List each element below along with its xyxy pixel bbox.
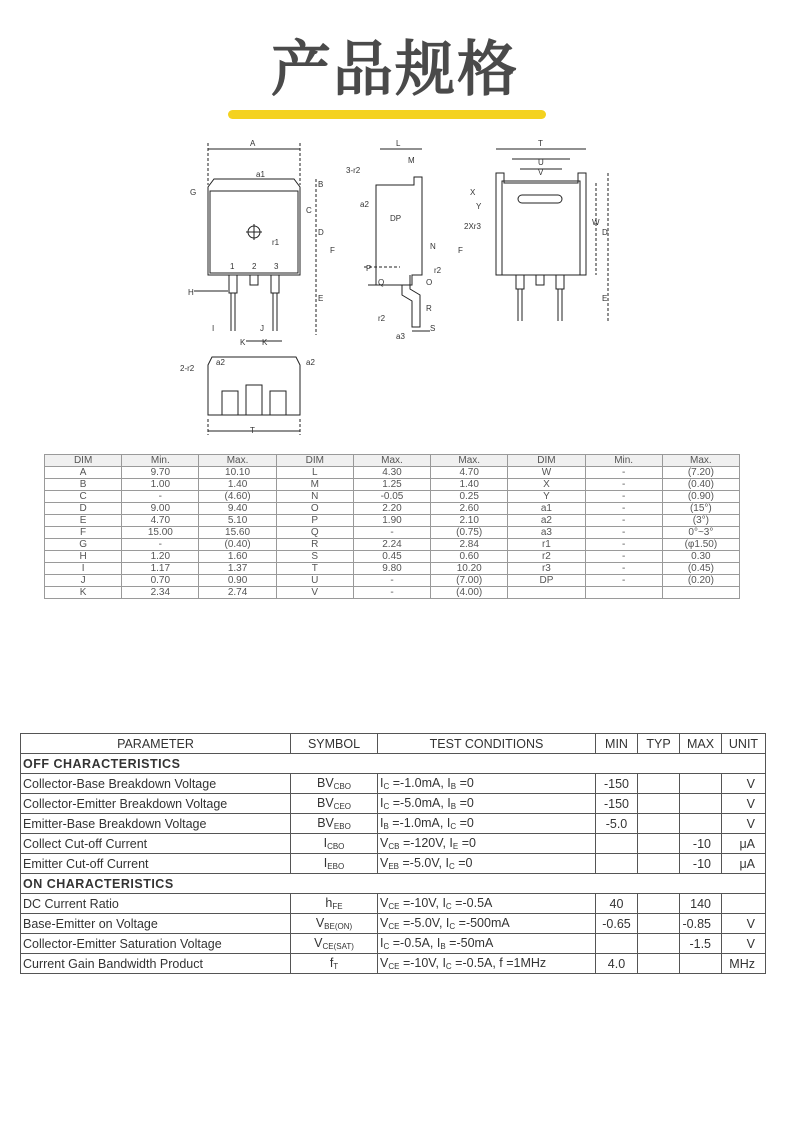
section-title: ON CHARACTERISTICS — [21, 874, 766, 894]
dim-header-cell: DIM — [45, 455, 122, 467]
param-cell-unit: μA — [722, 854, 766, 874]
table-row — [21, 834, 766, 854]
param-header-cell: PARAMETER — [21, 734, 291, 754]
param-cell-typ — [638, 834, 680, 854]
table-row — [21, 854, 766, 874]
dim-cell: 1.40 — [431, 479, 508, 491]
dim-cell: E — [45, 515, 122, 527]
dim-cell: W — [508, 467, 585, 479]
dim-cell: 2.34 — [122, 587, 199, 599]
dim-cell: 2.10 — [431, 515, 508, 527]
dim-cell: 1.60 — [199, 551, 276, 563]
label-2r2: 2-r2 — [180, 364, 195, 373]
label-E-rear: E — [602, 294, 608, 303]
label-r2b: r2 — [378, 314, 386, 323]
param-cell-param: Base-Emitter on Voltage — [21, 914, 291, 934]
param-header-cell: UNIT — [722, 734, 766, 754]
param-cell-min: -5.0 — [596, 814, 638, 834]
dim-header-cell: DIM — [276, 455, 353, 467]
param-cell-sym: $BV_{CEO}$ — [291, 794, 378, 814]
dim-cell: 15.00 — [122, 527, 199, 539]
param-cell-param: DC Current Ratio — [21, 894, 291, 914]
param-cell-param: Collector-Emitter Breakdown Voltage — [21, 794, 291, 814]
dim-cell: - — [585, 575, 662, 587]
param-cell-min — [596, 854, 638, 874]
label-F: F — [330, 246, 335, 255]
dim-cell: (φ1.50) — [662, 539, 739, 551]
param-header-cell: TYP — [638, 734, 680, 754]
param-cell-max: -0.85 — [680, 914, 722, 934]
dim-cell: - — [585, 491, 662, 503]
dim-cell: 0.25 — [431, 491, 508, 503]
dim-header-cell: Max. — [353, 455, 430, 467]
param-cell-max: 140 — [680, 894, 722, 914]
label-S: S — [430, 324, 436, 333]
param-cell-cond: $V_{CE} =-10V$, $I_C =-0.5A$ — [378, 894, 596, 914]
label-a2-side: a2 — [360, 200, 369, 209]
param-cell-max: -10 — [680, 834, 722, 854]
table-row — [45, 527, 740, 539]
label-Y: Y — [476, 202, 482, 211]
dim-cell: - — [585, 467, 662, 479]
dim-cell: 1.90 — [353, 515, 430, 527]
dim-cell: - — [353, 575, 430, 587]
dim-cell: 5.10 — [199, 515, 276, 527]
label-r2a: r2 — [434, 266, 442, 275]
dim-cell: (7.20) — [662, 467, 739, 479]
dim-cell: D — [45, 503, 122, 515]
param-cell-cond: $I_C =-5.0mA$, $I_B =0$ — [378, 794, 596, 814]
dim-cell: 2.24 — [353, 539, 430, 551]
param-cell-min: -150 — [596, 794, 638, 814]
front-view — [194, 143, 316, 341]
table-row — [21, 954, 766, 974]
dim-cell: (0.75) — [431, 527, 508, 539]
table-row — [45, 503, 740, 515]
dim-cell: (3°) — [662, 515, 739, 527]
table-row — [21, 814, 766, 834]
dim-cell: T — [276, 563, 353, 575]
section-row — [21, 754, 766, 774]
param-cell-cond: $V_{CB} =-120V$, $I_E =0$ — [378, 834, 596, 854]
param-cell-param: Emitter Cut-off Current — [21, 854, 291, 874]
dim-cell: C — [45, 491, 122, 503]
table-row — [21, 914, 766, 934]
param-cell-param: Collector-Emitter Saturation Voltage — [21, 934, 291, 954]
label-a1: a1 — [256, 170, 265, 179]
dim-cell: 0.30 — [662, 551, 739, 563]
param-cell-sym: $V_{CE(SAT)}$ — [291, 934, 378, 954]
param-cell-unit: V — [722, 914, 766, 934]
label-W: W — [592, 218, 600, 227]
dim-header-cell: Max. — [199, 455, 276, 467]
label-O: O — [426, 278, 433, 287]
dimension-table-body — [45, 467, 740, 599]
param-cell-typ — [638, 814, 680, 834]
dim-cell: R — [276, 539, 353, 551]
dim-cell: H — [45, 551, 122, 563]
dim-cell: X — [508, 479, 585, 491]
param-cell-min: -150 — [596, 774, 638, 794]
table-row — [45, 515, 740, 527]
dim-cell — [508, 587, 585, 599]
param-cell-min: 4.0 — [596, 954, 638, 974]
param-cell-sym: $BV_{EBO}$ — [291, 814, 378, 834]
param-header-cell: SYMBOL — [291, 734, 378, 754]
dim-header-cell: Min. — [122, 455, 199, 467]
param-cell-typ — [638, 894, 680, 914]
label-X: X — [470, 188, 476, 197]
dim-cell: - — [585, 563, 662, 575]
side-view — [364, 149, 433, 331]
label-a3: a3 — [396, 332, 405, 341]
param-cell-unit: MHz — [722, 954, 766, 974]
dim-cell: 9.40 — [199, 503, 276, 515]
param-cell-max — [680, 954, 722, 974]
dim-header-cell: Max. — [431, 455, 508, 467]
dim-cell: L — [276, 467, 353, 479]
dim-cell: 2.20 — [353, 503, 430, 515]
param-cell-max — [680, 774, 722, 794]
param-cell-typ — [638, 954, 680, 974]
param-cell-param: Collector-Base Breakdown Voltage — [21, 774, 291, 794]
dim-cell: F — [45, 527, 122, 539]
label-D: D — [318, 228, 324, 237]
dim-cell: a3 — [508, 527, 585, 539]
dim-cell: (7.00) — [431, 575, 508, 587]
param-header-cell: MAX — [680, 734, 722, 754]
label-pin3: 3 — [274, 262, 279, 271]
dim-cell: r1 — [508, 539, 585, 551]
dim-cell: B — [45, 479, 122, 491]
dim-cell: - — [122, 539, 199, 551]
param-cell-unit: V — [722, 774, 766, 794]
param-cell-min: -0.65 — [596, 914, 638, 934]
label-K1: K — [240, 338, 246, 347]
table-row — [45, 551, 740, 563]
param-cell-typ — [638, 934, 680, 954]
dim-cell — [662, 587, 739, 599]
dim-cell: - — [353, 527, 430, 539]
dim-cell: (15°) — [662, 503, 739, 515]
dim-cell: 1.25 — [353, 479, 430, 491]
bottom-view — [208, 357, 300, 435]
dim-cell: 1.20 — [122, 551, 199, 563]
dim-cell: 2.74 — [199, 587, 276, 599]
table-row — [45, 575, 740, 587]
param-cell-sym: $I_{EBO}$ — [291, 854, 378, 874]
label-Q: Q — [378, 278, 385, 287]
label-I: I — [212, 324, 215, 333]
param-cell-unit: V — [722, 814, 766, 834]
label-T: T — [538, 139, 543, 148]
dim-cell: r3 — [508, 563, 585, 575]
dim-cell: 1.00 — [122, 479, 199, 491]
dim-cell: 0.90 — [199, 575, 276, 587]
dim-cell: - — [353, 587, 430, 599]
param-cell-cond: $V_{CE} =-10V$, $I_C =-0.5A$, f =1MHz — [378, 954, 596, 974]
label-N: N — [430, 242, 436, 251]
dim-cell: (0.40) — [662, 479, 739, 491]
dim-cell: 4.30 — [353, 467, 430, 479]
label-U: U — [538, 158, 544, 167]
rear-view — [496, 149, 608, 321]
dim-cell: - — [585, 551, 662, 563]
param-cell-unit: V — [722, 794, 766, 814]
dim-cell: 0°~3° — [662, 527, 739, 539]
param-cell-typ — [638, 854, 680, 874]
dim-cell: Y — [508, 491, 585, 503]
dim-header-cell: Min. — [585, 455, 662, 467]
dim-cell: 0.60 — [431, 551, 508, 563]
dim-cell: (4.00) — [431, 587, 508, 599]
label-J: J — [260, 324, 264, 333]
dim-cell: (0.90) — [662, 491, 739, 503]
table-row — [45, 539, 740, 551]
dim-cell: - — [585, 479, 662, 491]
parameter-table-header — [21, 734, 766, 754]
table-row — [21, 934, 766, 954]
table-row — [45, 563, 740, 575]
dim-cell: (4.60) — [199, 491, 276, 503]
dim-cell: 2.84 — [431, 539, 508, 551]
table-row — [21, 894, 766, 914]
dim-cell: J — [45, 575, 122, 587]
label-a2-left: a2 — [216, 358, 225, 367]
label-A: A — [250, 139, 256, 148]
label-L: L — [396, 139, 401, 148]
param-cell-max: -10 — [680, 854, 722, 874]
label-F-rear: F — [458, 246, 463, 255]
label-V: V — [538, 168, 544, 177]
label-H: H — [188, 288, 194, 297]
page-title: 产品规格 — [271, 35, 519, 105]
dim-cell: 0.45 — [353, 551, 430, 563]
dim-cell — [585, 587, 662, 599]
dim-cell: - — [585, 503, 662, 515]
param-cell-typ — [638, 914, 680, 934]
dim-cell: M — [276, 479, 353, 491]
dim-cell: (0.20) — [662, 575, 739, 587]
parameter-table — [20, 733, 766, 974]
param-cell-param: Current Gain Bandwidth Product — [21, 954, 291, 974]
dim-cell: - — [585, 527, 662, 539]
dim-cell: 15.60 — [199, 527, 276, 539]
label-DP: DP — [390, 214, 402, 223]
param-cell-unit — [722, 894, 766, 914]
dim-cell: 10.20 — [431, 563, 508, 575]
label-G: G — [190, 188, 197, 197]
dim-cell: 9.00 — [122, 503, 199, 515]
param-cell-sym: $I_{CBO}$ — [291, 834, 378, 854]
table-row — [21, 774, 766, 794]
label-M: M — [408, 156, 415, 165]
dim-cell: O — [276, 503, 353, 515]
dim-cell: A — [45, 467, 122, 479]
table-row — [21, 794, 766, 814]
param-cell-sym: $f_T$ — [291, 954, 378, 974]
label-K2: K — [262, 338, 268, 347]
param-cell-cond: $V_{CE} =-5.0V$, $I_C =-500mA$ — [378, 914, 596, 934]
param-cell-min — [596, 934, 638, 954]
dim-cell: 10.10 — [199, 467, 276, 479]
label-r1: r1 — [272, 238, 280, 247]
label-2Xr3: 2Xr3 — [464, 222, 481, 231]
param-cell-sym: $BV_{CBO}$ — [291, 774, 378, 794]
dim-cell: I — [45, 563, 122, 575]
dim-cell: a1 — [508, 503, 585, 515]
dim-cell: 2.60 — [431, 503, 508, 515]
label-a2-right: a2 — [306, 358, 315, 367]
param-cell-unit: V — [722, 934, 766, 954]
param-cell-cond: $V_{EB} =-5.0V$, $I_C =0$ — [378, 854, 596, 874]
dim-cell: K — [45, 587, 122, 599]
param-cell-unit: μA — [722, 834, 766, 854]
label-P: P — [366, 264, 372, 273]
dim-cell: V — [276, 587, 353, 599]
dim-cell: 1.40 — [199, 479, 276, 491]
table-row — [45, 467, 740, 479]
dim-cell: DP — [508, 575, 585, 587]
dim-cell: (0.40) — [199, 539, 276, 551]
dimension-table-header — [45, 455, 740, 467]
section-row — [21, 874, 766, 894]
dim-cell: 0.70 — [122, 575, 199, 587]
table-row — [45, 587, 740, 599]
param-cell-sym: $V_{BE(ON)}$ — [291, 914, 378, 934]
dim-cell: 4.70 — [122, 515, 199, 527]
param-cell-cond: $I_B =-1.0mA$, $I_C =0$ — [378, 814, 596, 834]
param-cell-param: Emitter-Base Breakdown Voltage — [21, 814, 291, 834]
dim-cell: N — [276, 491, 353, 503]
dim-cell: 9.70 — [122, 467, 199, 479]
param-cell-cond: $I_C =-0.5A$, $I_B =-50mA$ — [378, 934, 596, 954]
param-cell-max — [680, 794, 722, 814]
dim-cell: 9.80 — [353, 563, 430, 575]
dim-cell: - — [585, 515, 662, 527]
label-R: R — [426, 304, 432, 313]
dim-cell: - — [585, 539, 662, 551]
dim-cell: - — [122, 491, 199, 503]
param-cell-param: Collect Cut-off Current — [21, 834, 291, 854]
param-cell-max — [680, 814, 722, 834]
label-D-rear: D — [602, 228, 608, 237]
param-header-cell: MIN — [596, 734, 638, 754]
param-cell-cond: $I_C =-1.0mA$, $I_B =0$ — [378, 774, 596, 794]
label-E: E — [318, 294, 324, 303]
param-cell-typ — [638, 774, 680, 794]
param-cell-min — [596, 834, 638, 854]
dim-cell: P — [276, 515, 353, 527]
section-title: OFF CHARACTERISTICS — [21, 754, 766, 774]
table-row — [45, 479, 740, 491]
table-row — [45, 491, 740, 503]
param-header-cell: TEST CONDITIONS — [378, 734, 596, 754]
dim-cell: 1.37 — [199, 563, 276, 575]
label-pin2: 2 — [252, 262, 257, 271]
package-outline-drawing — [150, 135, 650, 435]
label-3r2: 3-r2 — [346, 166, 361, 175]
label-T-bottom: T — [250, 426, 255, 435]
dim-cell: -0.05 — [353, 491, 430, 503]
dim-cell: a2 — [508, 515, 585, 527]
dim-cell: (0.45) — [662, 563, 739, 575]
dim-header-cell: DIM — [508, 455, 585, 467]
label-pin1: 1 — [230, 262, 235, 271]
label-C: C — [306, 206, 312, 215]
dim-cell: G — [45, 539, 122, 551]
dim-cell: 1.17 — [122, 563, 199, 575]
dim-cell: r2 — [508, 551, 585, 563]
dimension-table — [44, 454, 740, 599]
label-B: B — [318, 180, 324, 189]
param-cell-sym: $h_{FE}$ — [291, 894, 378, 914]
title-underline — [228, 110, 546, 119]
dim-cell: 4.70 — [431, 467, 508, 479]
dim-cell: U — [276, 575, 353, 587]
param-cell-typ — [638, 794, 680, 814]
parameter-table-body — [21, 754, 766, 974]
param-cell-max: -1.5 — [680, 934, 722, 954]
dim-header-cell: Max. — [662, 455, 739, 467]
dim-cell: Q — [276, 527, 353, 539]
param-cell-min: 40 — [596, 894, 638, 914]
dim-cell: S — [276, 551, 353, 563]
